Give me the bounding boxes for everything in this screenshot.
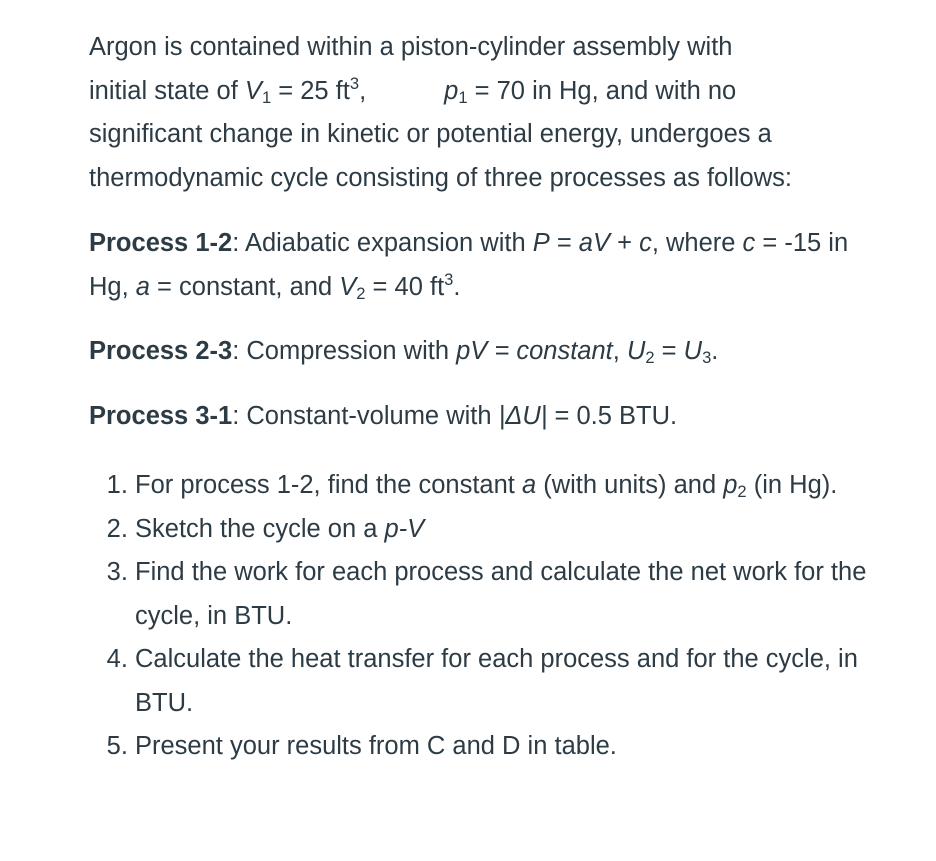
problem-statement xyxy=(89,26,889,769)
intro-paragraph: Argon is contained within a piston-cylinder assembly with initial state of $V_1 = 25$ $ft^3$, $p_1 = 70$ in Hg, and with no significant change in kinetic or potential energy, undergoes a thermodynamic cycle consisting of three processes as follows: xyxy=(89,33,792,192)
list-item: 3. Find the work for each process and calculate the net work for the cycle, in BTU. xyxy=(135,551,889,638)
process-2-3-label: Process 2-3 xyxy=(89,337,233,365)
list-item: 5. Present your results from C and D in table. xyxy=(135,725,889,769)
list-item: 2. Sketch the cycle on a p-V xyxy=(135,508,889,552)
question-list xyxy=(89,464,889,769)
process-3-1-label: Process 3-1 xyxy=(89,401,233,430)
list-item: 1. For process 1-2, find the constant a (with units) and $p_2$ (in Hg). xyxy=(135,464,889,508)
process-1-2-label: Process 1-2 xyxy=(89,229,233,257)
process-3-1: Process 3-1: Constant-volume with |ΔU| = 0.5 BTU. xyxy=(89,401,678,430)
list-item: 4. Calculate the heat transfer for each process and for the cycle, in BTU. xyxy=(135,638,889,725)
process-2-3: Process 2-3: Compression with pV = constant, $U_2 = U_3$. xyxy=(89,337,719,368)
process-1-2: Process 1-2: Adiabatic expansion with P = aV + c, where c = -15 in Hg, a = constant, and $V_2 = 40$ $ft^3$. xyxy=(89,229,849,303)
